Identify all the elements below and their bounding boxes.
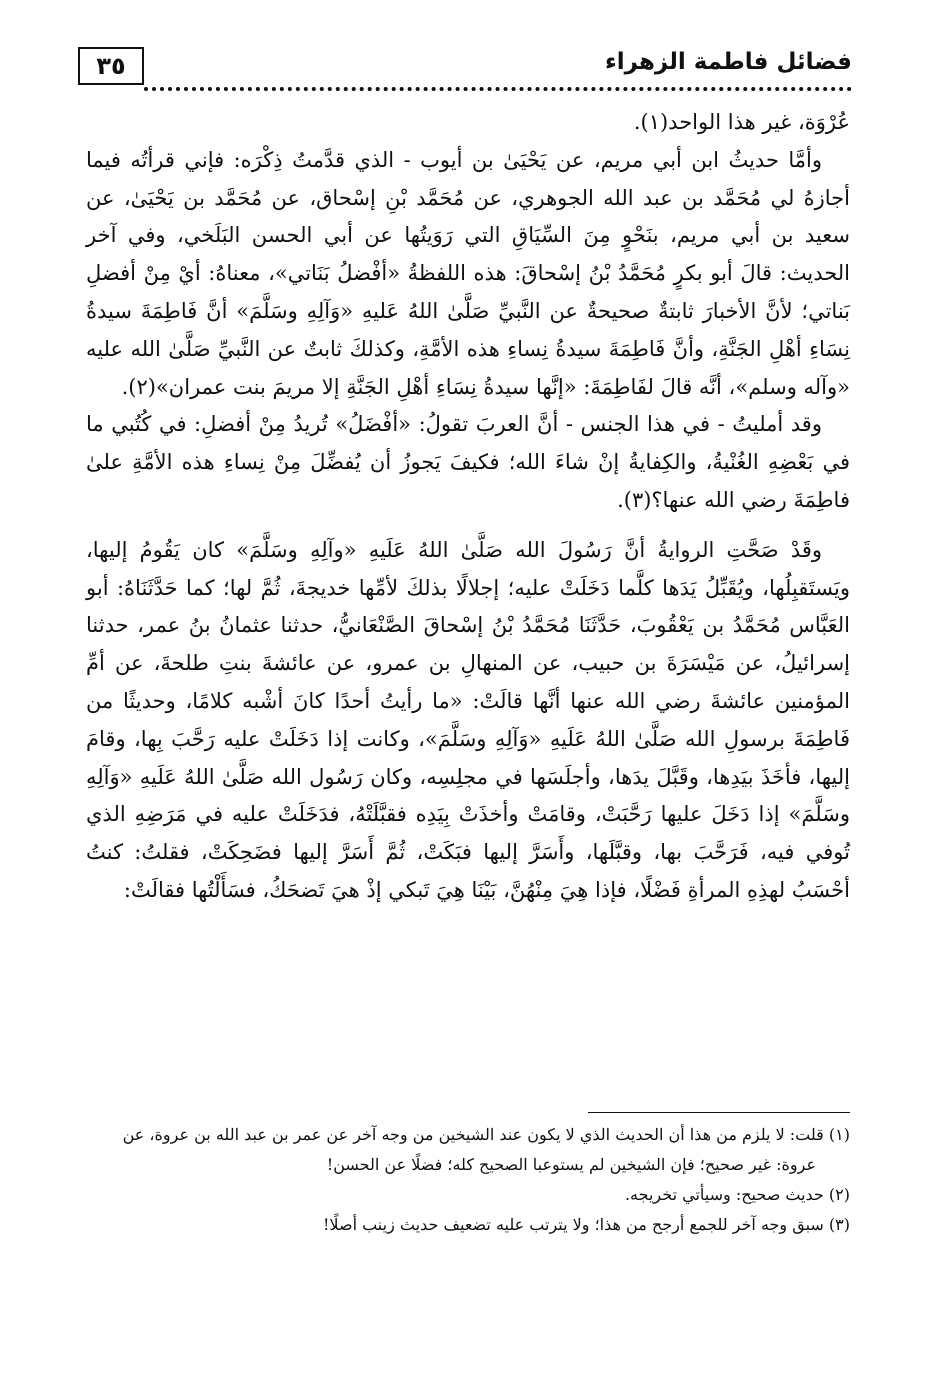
paragraph-3: وقد أمليتُ - في هذا الجنس - أنَّ العربَ تقولُ: «أفْضَلُ» تُريدُ مِنْ أفضلِ: في كُتُبي ما في بَعْضِهِ الغُنْيةُ، والكِفايةُ إنْ شاءَ الله؛ فكيفَ يَجوزُ أن يُفضِّلَ مِنْ نِساءِ هذه الأمَّةِ علىٰ فاطِمَةَ رضي الله عنها؟(٣). [86,412,850,512]
paragraph-1: عُرْوَة، غير هذا الواحد(١). [633,110,850,134]
page-header [78,47,852,93]
footnote-2: (٢) حديث صحيح: وسيأتي تخريجه. [624,1185,850,1204]
footnote-1: (١) قلت: لا يلزم من هذا أن الحديث الذي لا يكون عند الشيخين من وجه آخر عن عمر بن عبد الله بن عروة، عن [122,1125,850,1144]
page-number-box [78,47,144,85]
footnotes [86,1120,850,1240]
paragraph-2: وأمَّا حديثُ ابن أبي مريم، عن يَحْيَىٰ بن أيوب - الذي قدَّمتُ ذِكْرَه: فإني قرأتُه فيما أجازهُ لي مُحَمَّد بن عبد الله الجوهري، عن مُحَمَّد بْنِ إسْحاق، عن مُحَمَّد بن يَحْيَىٰ، عن سعيد بن أبي مريم، بنَحْوٍ مِنَ السِّيَاقِ التي رَوَيتُها عن أبي الحسن البَلَخي، وفي آخر الحديث: قالَ أبو بكرٍ مُحَمَّدُ بْنُ إسْحاقَ: هذه اللفظةُ «أفْضلُ بَنَاتي»، معناهُ: أيْ مِنْ أفضلِ بَناتي؛ لأنَّ الأخبارَ ثابتةٌ صحيحةٌ عن النَّبيِّ صَلَّىٰ اللهُ عَليهِ «وَآلِهِ وسَلَّمَ» أنَّ فَاطِمَةَ سيدةُ نِسَاءِ أهْلِ الجَنَّةِ، وأنَّ فَاطِمَةَ سيدةُ نِساءِ هذه الأمَّةِ، وكذلكَ ثابتٌ عن النَّبيِّ صَلَّىٰ الله عليه «وآله وسلم»، أنَّه قالَ لفَاطِمَةَ: «إنَّها سيدةُ نِسَاءِ أهْلِ الجَنَّةِ إلا مريمَ بنت عمران»(٢). [86,147,850,399]
page-number: ٣٥ [96,52,126,80]
footnote-1-continued: عروة: غير صحيح؛ فإن الشيخين لم يستوعبا الصحيح كله؛ فضلًا عن الحسن! [326,1155,816,1174]
paragraph-gap [86,520,850,532]
footnote-3: (٣) سبق وجه آخر للجمع أرجح من هذا؛ ولا يترتب عليه تضعيف حديث زينب أصلًا! [323,1215,850,1234]
running-title: فضائل فاطمة الزهراء [605,49,852,75]
header-dotted-rule [144,87,852,91]
footnote-separator [588,1112,850,1113]
paragraph-4: وقَدْ صَحَّتِ الروايةُ أنَّ رَسُولَ الله صَلَّىٰ اللهُ عَلَيهِ «وآلِهِ وسَلَّمَ» كان يَقُومُ إليها، ويَستَقبِلُها، ويُقَبِّلُ يَدَها كلَّما دَخَلَتْ عليه؛ إجلالًا بذلكَ لأمِّها خديجةَ، ثُمَّ لها؛ كما حَدَّثَنَاهُ: أبو العَبَّاس مُحَمَّدُ بن يَعْقُوبَ، حَدَّثَنَا مُحَمَّدُ بْنُ إسْحاقَ الصَّنْعَانيُّ، حدثنا عثمانُ بنُ عمر، حدثنا إسرائيلُ، عن مَيْسَرَةَ بن حبيب، عن المنهالِ بن عمرو، عن عائشةَ بنتِ طلحةَ، عن أمِّ المؤمنين عائشةَ رضي الله عنها أنَّها قالَتْ: «ما رأيتُ أحدًا كانَ أشْبه كلامًا، وحديثًا من فَاطِمَةَ برسولِ الله صَلَّىٰ اللهُ عَلَيهِ «وَآلِهِ وسَلَّمَ»، وكانت إذا دَخَلَتْ عليه رَحَّبَ بِها، وقامَ إليها، فأخَذَ بيَدِها، وقَبَّلَ يدَها، وأجلَسَها في مجلِسِه، وكان رَسُول الله صَلَّىٰ اللهُ عَلَيهِ «وَآلِهِ وسَلَّمَ» إذا دَخَلَ عليها رَحَّبَتْ، وقامَتْ وأخذَتْ بِيَدِه فقبَّلَتْهُ، فدَخَلَتْ عليه في مَرَضِهِ الذي تُوفي فيه، فَرَحَّبَ بها، وقبَّلَها، وأَسَرَّ إليها فبَكَتْ، ثُمَّ أَسَرَّ إليها فضَحِكَتْ، فقلتُ: كنتُ أحْسَبُ لهذِهِ المرأةِ فَضْلًا، فإذا هِيَ مِنْهُنَّ، بَيْنَا هِيَ تَبكي إذْ هيَ تَضحَكُ، فسَأَلْتُها فقالَتْ: [86,537,850,902]
main-text [86,104,850,910]
